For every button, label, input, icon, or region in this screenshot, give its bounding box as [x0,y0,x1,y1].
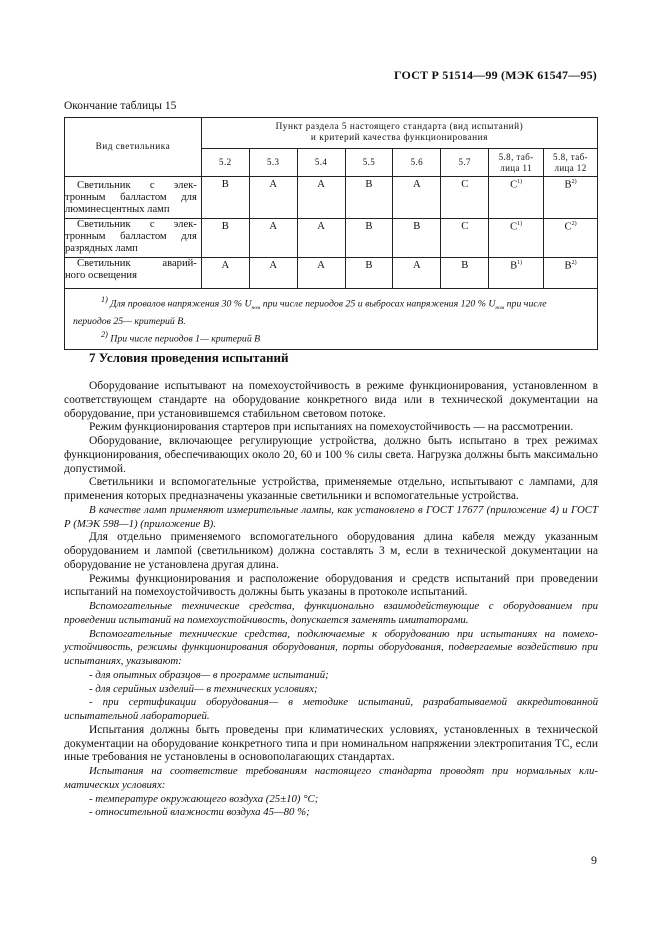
footnote-ref: 1) [517,221,523,227]
section-body [64,380,598,820]
footnote-ref: 2) [571,221,577,227]
table-cell [489,258,544,289]
footnote-ref: 1) [517,260,523,266]
row-label-line: тронным балластом для [65,231,197,242]
list-item: - при сертификации оборудования— в методике испытаний, разрабатываемой аккредитованной испытательной лабораторией. [64,696,598,722]
footnote-2 [73,328,591,345]
criteria-table [64,117,598,350]
col-header-5-3: 5.3 [249,149,297,177]
row-label-line: Светильник с элек- [77,180,197,191]
table-cell [544,258,598,289]
table-cell [489,219,544,258]
table-cell: B [345,219,393,258]
cell-value: B [564,260,572,272]
row-label-line: Светильник аварий- [77,258,197,269]
paragraph-italic: Вспомогательные технические средства, функционально взаимодействующие с оборудованием при проведении испытаний на помехоустойчивость, допускается заменять имитаторами. [64,600,598,626]
paragraph: Режимы функционирования и расположение оборудования и средств испытаний при проведении испытаний на помехоустойчивость должны быть указаны в протоколе испытаний. [64,572,598,599]
paragraph: Оборудование испытывают на помехоустойчивость в режиме функционирования, установленном в соответствующем стандарте на оборудование конкретного вида или в технической документации на оборудование, при установившемся стабильном световом потоке. [64,380,598,420]
subscript: ном [251,305,261,312]
col-header-line: лица 11 [500,162,533,173]
paragraph: Испытания должны быть проведены при климатических условиях, установленных в технической документации на оборудование конкретного типа и при номинальном напряжении электропитания ТС, если иные требования не установлены в основополагающих стандартах. [64,723,598,764]
paragraph-italic: В качестве ламп применяют измерительные лампы, как установлено в ГОСТ 17677 (приложение 4) и ГОСТ Р (МЭК 598—1) (приложение В). [64,503,598,530]
table-cell: A [249,258,297,289]
page-number: 9 [591,853,597,867]
col-header-5-6: 5.6 [393,149,441,177]
footnote-text: при числе периодов 25 и выбросах напряжения 120 % U [260,298,496,310]
table-cell [489,177,544,219]
table-cell: A [201,258,249,289]
paragraph-italic: Вспомогательные технические средства, подключаемые к оборудованию при испытаниях на помехоустойчивость, режимы функционирования оборудования, порты оборудования, подвергаемые воздействию при испытаниях, указывают: [64,627,598,667]
col-header-5-8-table-11 [489,149,544,177]
footnote-1-line2: периодов 25— критерий В. [73,316,186,328]
table-cell: B [441,258,489,289]
section-title: 7 Условия проведения испытаний [89,350,289,365]
col-header-5-4: 5.4 [297,149,345,177]
row-label-line: разрядных ламп [65,243,138,254]
cell-value: B [510,260,518,272]
group-header-line2: и критерий качества функционирования [310,133,488,143]
footnote-mark: 2) [101,330,108,340]
table-cell: B [345,258,393,289]
table-cell [544,219,598,258]
group-header [201,118,597,149]
col-header-5-7: 5.7 [441,149,489,177]
footnote-ref: 2) [571,179,577,185]
col-header-line: 5.8, таб- [498,151,534,162]
table-cell: B [345,177,393,219]
table-cell: A [297,177,345,219]
table-cell: A [297,219,345,258]
table-cell: C [441,219,489,258]
table-row [65,177,598,219]
table-cell: B [201,219,249,258]
paragraph: Для отдельно применяемого вспомогательного оборудования длина кабеля между указанным оборудованием и лампой (светильником) должна составлять 3 м, если в технической документации на оборудование не установлена другая длина. [64,531,598,571]
table-caption: Окончание таблицы 15 [64,100,177,112]
col-header-5-8-table-12 [544,149,598,177]
row-label [65,258,202,289]
table-cell: C [441,177,489,219]
cell-value: C [564,221,572,233]
table-cell: B [201,177,249,219]
table-row [65,219,598,258]
list-item: - для опытных образцов— в программе испытаний; [89,668,329,681]
footnote-mark: 1) [101,295,108,304]
row-label [65,177,202,219]
table-cell: A [393,177,441,219]
table-cell: B [393,219,441,258]
table-row [65,258,598,289]
list-item: - температуре окружающего воздуха (25±10) °С; [89,792,319,805]
row-label [65,219,202,258]
col-header-5-5: 5.5 [345,149,393,177]
cell-value: C [510,221,518,233]
cell-value: C [510,179,518,191]
col-header-5-2: 5.2 [201,149,249,177]
cell-value: B [564,179,572,191]
row-label-line: тронным балластом для [65,192,197,203]
paragraph-italic: Испытания на соответствие требованиям настоящего стандарта проводят при нормальных климатических условиях: [64,765,598,791]
subscript: ном [495,305,505,312]
table-footnotes [65,289,598,350]
group-header-line1: Пункт раздела 5 настоящего стандарта (вид испытаний) [275,122,524,132]
row-label-line: люминесцентных ламп [65,204,170,215]
footnote-text: Для провалов напряжения 30 % U [107,298,252,310]
paragraph: Светильники и вспомогательные устройства, применяемые отдельно, испытывают с лампами, для применения которых предназначены указанные светильники и вспомогательные устройства. [64,476,598,502]
footnote-ref: 1) [517,179,523,185]
paragraph: Оборудование, включающее регулирующие устройства, должно быть испытано в трех режимах функционирования, обеспечивающих около 20, 60 и 100 % силы света. Нагрузка должны быть максимально допустимой. [64,435,598,475]
footnote-text: При числе периодов 1— критерий В [107,333,261,345]
paragraph: Режим функционирования стартеров при испытаниях на помехоустойчивость — на рассмотрении. [89,421,574,434]
table-cell: A [249,219,297,258]
footnote-text: при числе [504,298,547,310]
list-item: - для серийных изделий— в технических условиях; [89,682,318,695]
table-cell: A [393,258,441,289]
table-cell [544,177,598,219]
document-code-header: ГОСТ Р 51514—99 (МЭК 61547—95) [394,68,597,82]
table-cell: A [297,258,345,289]
col-header-line: 5.8, таб- [553,151,589,162]
row-label-line: ного освещения [65,270,137,281]
footnote-ref: 2) [571,260,577,266]
col-header-luminaire-type: Вид светильника [65,118,202,177]
list-item: - относительной влажности воздуха 45—80 %; [89,806,310,819]
table-cell: A [249,177,297,219]
row-label-line: Светильник с элек- [77,219,197,230]
col-header-line: лица 12 [554,162,587,173]
footnote-1 [73,293,591,315]
